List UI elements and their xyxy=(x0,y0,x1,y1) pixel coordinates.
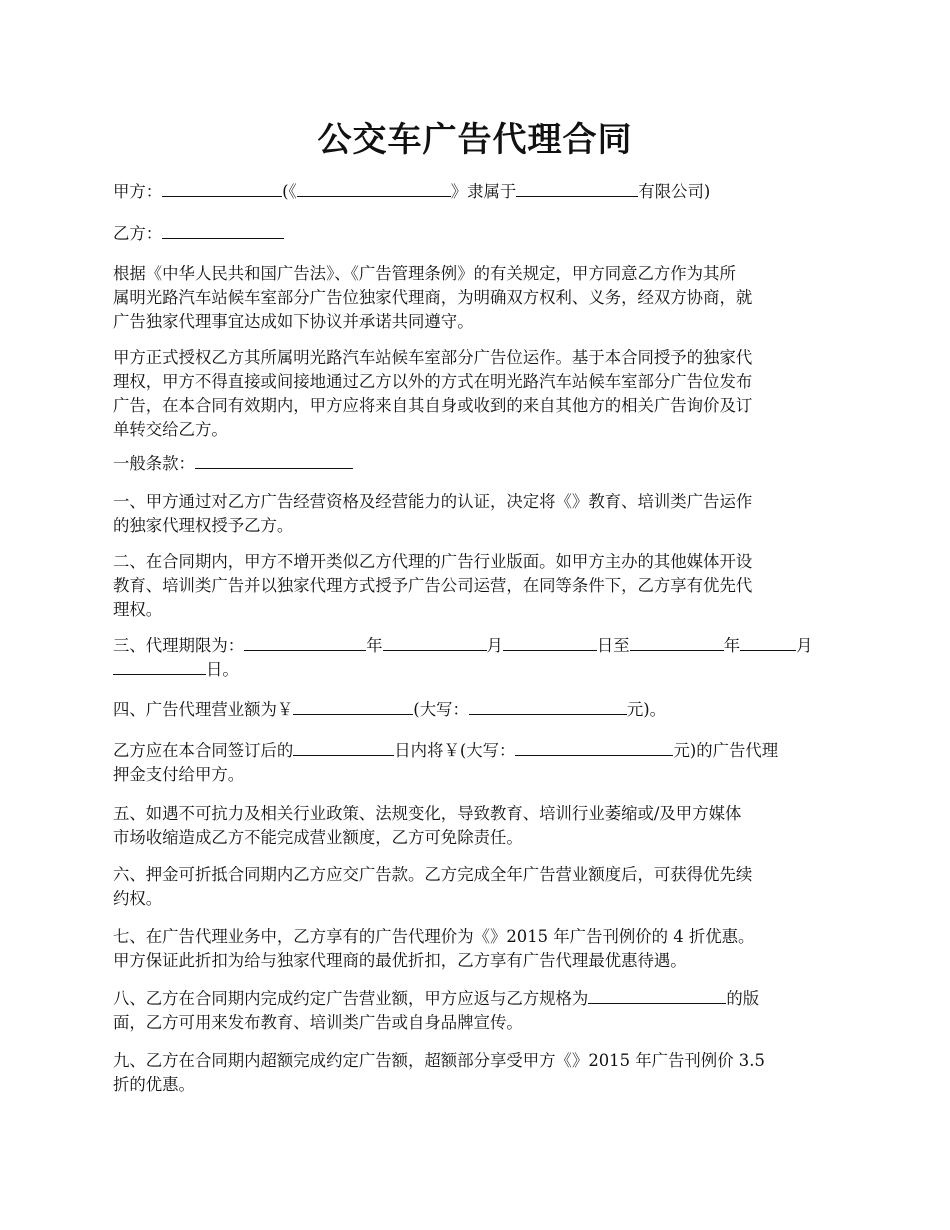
blank-field xyxy=(162,180,282,197)
blank-field xyxy=(516,180,638,197)
text-line: 教育、培训类广告并以独家代理方式授予广告公司运营，在同等条件下，乙方享有优先代 xyxy=(113,576,753,595)
blank-field xyxy=(469,698,627,715)
text-line: 根据《中华人民共和国广告法》、《广告管理条例》的有关规定，甲方同意乙方作为其所 xyxy=(113,264,736,283)
text-line: 折的优惠。 xyxy=(113,1075,195,1094)
text-fragment: (《 xyxy=(282,182,297,201)
text-fragment: 月 xyxy=(486,636,503,655)
blank-field xyxy=(195,452,353,469)
blank-field xyxy=(297,180,451,197)
deposit-paragraph xyxy=(113,739,841,787)
text-fragment: 日至 xyxy=(596,636,630,655)
text-line: 单转交给乙方。 xyxy=(113,420,228,439)
text-fragment: 元)的广告代理 xyxy=(673,741,779,760)
clause-3 xyxy=(113,634,841,682)
party-a-label: 甲方： xyxy=(113,182,163,201)
blank-field xyxy=(630,634,724,651)
blank-field xyxy=(293,698,413,715)
text-line xyxy=(113,739,841,763)
text-fragment: 》隶属于 xyxy=(450,182,517,201)
text-line: 广告独家代理事宜达成如下协议并承诺共同遵守。 xyxy=(113,312,474,331)
blank-field xyxy=(293,739,394,756)
text-line: 甲方保证此折扣为给与独家代理商的最优折扣，乙方享有广告代理最优惠待遇。 xyxy=(113,951,687,970)
text-line: 一、甲方通过对乙方广告经营资格及经营能力的认证，决定将《》教育、培训类广告运作 xyxy=(113,492,753,511)
text-fragment: 年 xyxy=(366,636,383,655)
text-line: 面，乙方可用来发布教育、培训类广告或自身品牌宣传。 xyxy=(113,1013,523,1032)
party-a-line xyxy=(113,180,841,204)
party-b-line xyxy=(113,222,841,246)
text-fragment: 有限公司) xyxy=(638,182,711,201)
text-line: 甲方正式授权乙方其所属明光路汽车站候车室部分广告位运作。基于本合同授予的独家代 xyxy=(113,348,753,367)
text-line: 理权。 xyxy=(113,600,163,619)
text-fragment: 的版 xyxy=(726,989,760,1008)
party-b-label: 乙方： xyxy=(113,224,163,243)
text-line xyxy=(113,658,841,682)
general-terms-heading xyxy=(113,452,841,476)
text-line: 七、在广告代理业务中，乙方享有的广告代理价为《》2015 年广告刊例价的 4 折优惠。 xyxy=(113,927,755,946)
document-title: 公交车广告代理合同 xyxy=(317,120,633,160)
text-fragment: 乙方应在本合同签订后的 xyxy=(113,741,294,760)
blank-field xyxy=(503,634,597,651)
text-line xyxy=(113,634,841,658)
authorization-paragraph xyxy=(113,346,841,442)
clause-5 xyxy=(113,802,841,850)
blank-field xyxy=(162,222,284,239)
text-fragment: 四、广告代理营业额为￥ xyxy=(113,700,294,719)
preamble-paragraph xyxy=(113,262,841,334)
text-line: 五、如遇不可抗力及相关行业政策、法规变化，导致教育、培训行业萎缩或/及甲方媒体 xyxy=(113,804,742,823)
text-fragment: 年 xyxy=(723,636,741,655)
text-line: 二、在合同期内，甲方不增开类似乙方代理的广告行业版面。如甲方主办的其他媒体开设 xyxy=(113,552,753,571)
text-fragment: 八、乙方在合同期内完成约定广告营业额，甲方应返与乙方规格为 xyxy=(113,989,589,1008)
text-line: 广告，在本合同有效期内，甲方应将来自其自身或收到的来自其他方的相关广告询价及订 xyxy=(113,396,753,415)
clause-9 xyxy=(113,1049,841,1097)
text-line: 属明光路汽车站候车室部分广告位独家代理商，为明确双方权利、义务，经双方协商，就 xyxy=(113,288,753,307)
text-line: 六、押金可折抵合同期内乙方应交广告款。乙方完成全年广告营业额度后，可获得优先续 xyxy=(113,865,753,884)
blank-field xyxy=(244,634,366,651)
blank-field xyxy=(588,987,726,1004)
clause-4 xyxy=(113,698,841,722)
text-fragment: 日内将￥(大写： xyxy=(394,741,516,760)
text-line: 九、乙方在合同期内超额完成约定广告额，超额部分享受甲方《》2015 年广告刊例价 3.5 xyxy=(113,1051,765,1070)
text-fragment: 一般条款： xyxy=(113,454,195,473)
text-line: 市场收缩造成乙方不能完成营业额度，乙方可免除责任。 xyxy=(113,828,523,847)
blank-field xyxy=(740,634,796,651)
text-fragment: 月 xyxy=(796,636,813,655)
clause-8 xyxy=(113,987,841,1035)
text-fragment: 三、代理期限为： xyxy=(113,636,245,655)
clause-6 xyxy=(113,863,841,911)
text-line: 约权。 xyxy=(113,889,163,908)
text-line: 的独家代理权授予乙方。 xyxy=(113,516,294,535)
clause-7 xyxy=(113,925,841,973)
text-fragment: 日。 xyxy=(206,660,239,679)
text-line: 理权，甲方不得直接或间接地通过乙方以外的方式在明光路汽车站候车室部分广告位发布 xyxy=(113,372,753,391)
text-line: 押金支付给甲方。 xyxy=(113,765,245,784)
clause-2 xyxy=(113,550,841,622)
blank-field xyxy=(515,739,673,756)
blank-field xyxy=(383,634,487,651)
clause-1 xyxy=(113,490,841,538)
text-fragment: (大写： xyxy=(413,700,469,719)
text-line xyxy=(113,987,841,1011)
blank-field xyxy=(113,658,206,675)
text-fragment: 元)。 xyxy=(626,700,667,719)
